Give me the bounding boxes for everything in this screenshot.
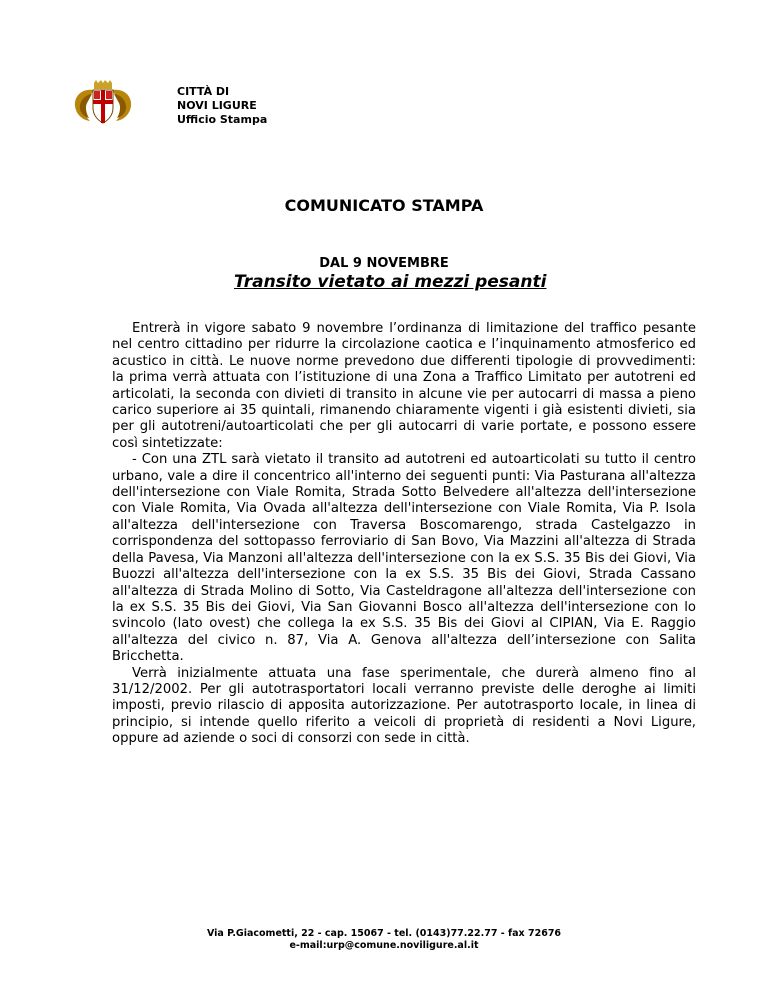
org-line-office: Ufficio Stampa: [177, 113, 268, 126]
footer: [0, 928, 768, 952]
footer-address: Via P.Giacometti, 22 - cap. 15067 - tel. (0143)77.22.77 - fax 72676: [206, 928, 562, 939]
subtitle: Transito vietato ai mezzi pesanti: [234, 272, 547, 292]
article-body: [112, 321, 696, 748]
coat-of-arms-icon: [72, 80, 134, 124]
paragraph-ztl: - Con una ZTL sarà vietato il transito ad autotreni ed autoarticolati su tutto il centro urbano, vale a dire il concentrico all'interno dei seguenti punti: Via Pasturana all'altezza dell'intersezione con Viale Romita, Strada Sotto Belvedere all'altezza dell'intersezione con Viale Romita, Via Ovada all'altezza dell'intersezione con Viale Romita, Via P. Isola all'altezza dell'intersezione con Traversa Boscomarengo, strada Castelgazzo in corrispondenza del sottopasso ferroviario di San Bovo, Via Mazzini all'altezza di Strada della Pavesa, Via Manzoni all'altezza dell'intersezione con la ex S.S. 35 Bis dei Giovi, Via Buozzi all'altezza dell'intersezione con la ex S.S. 35 Bis dei Giovi, Strada Cassano all'altezza di Strada Molino di Sotto, Via Casteldragone all'altezza dell'intersezione con la ex S.S. 35 Bis dei Giovi, Via San Giovanni Bosco all'altezza dell'intersezione con lo svincolo (lato ovest) che collega la ex S.S. 35 Bis dei Giovi al CIPIAN, Via E. Raggio all'altezza del civico n. 87, Via A. Genova all'altezza dell’intersezione con Salita Bricchetta.: [112, 452, 696, 665]
page-title: COMUNICATO STAMPA: [284, 196, 484, 215]
org-line-city: CITTÀ DI: [177, 85, 230, 98]
footer-email: e-mail:urp@comune.noviligure.al.it: [289, 940, 479, 951]
org-line-name: NOVI LIGURE: [177, 99, 257, 112]
date-kicker: DAL 9 NOVEMBRE: [319, 256, 449, 271]
paragraph-trial: Verrà inizialmente attuata una fase sperimentale, che durerà almeno fino al 31/12/2002. Per gli autotrasportatori locali verranno previste delle deroghe ai limiti imposti, previo rilascio di apposita autorizzazione. Per autotrasporto locale, in linea di principio, si intende quello riferito a veicoli di proprietà di residenti a Novi Ligure, oppure ad aziende o soci di consorzi con sede in città.: [112, 665, 696, 747]
organization-block: [177, 85, 267, 127]
paragraph-intro: Entrerà in vigore sabato 9 novembre l’ordinanza di limitazione del traffico pesante nel centro cittadino per ridurre la circolazione caotica e l’inquinamento atmosferico ed acustico in città. Le nuove norme prevedono due differenti tipologie di provvedimenti: la prima verrà attuata con l’istituzione di una Zona a Traffico Limitato per autotreni ed articolati, la seconda con divieti di transito in alcune vie per autocarri di massa a pieno carico superiore ai 35 quintali, rimanendo chiaramente vigenti i già esistenti divieti, sia per gli autotreni/autoarticolati che per gli autocarri di varie portate, e possono essere così sintetizzate:: [112, 321, 696, 451]
